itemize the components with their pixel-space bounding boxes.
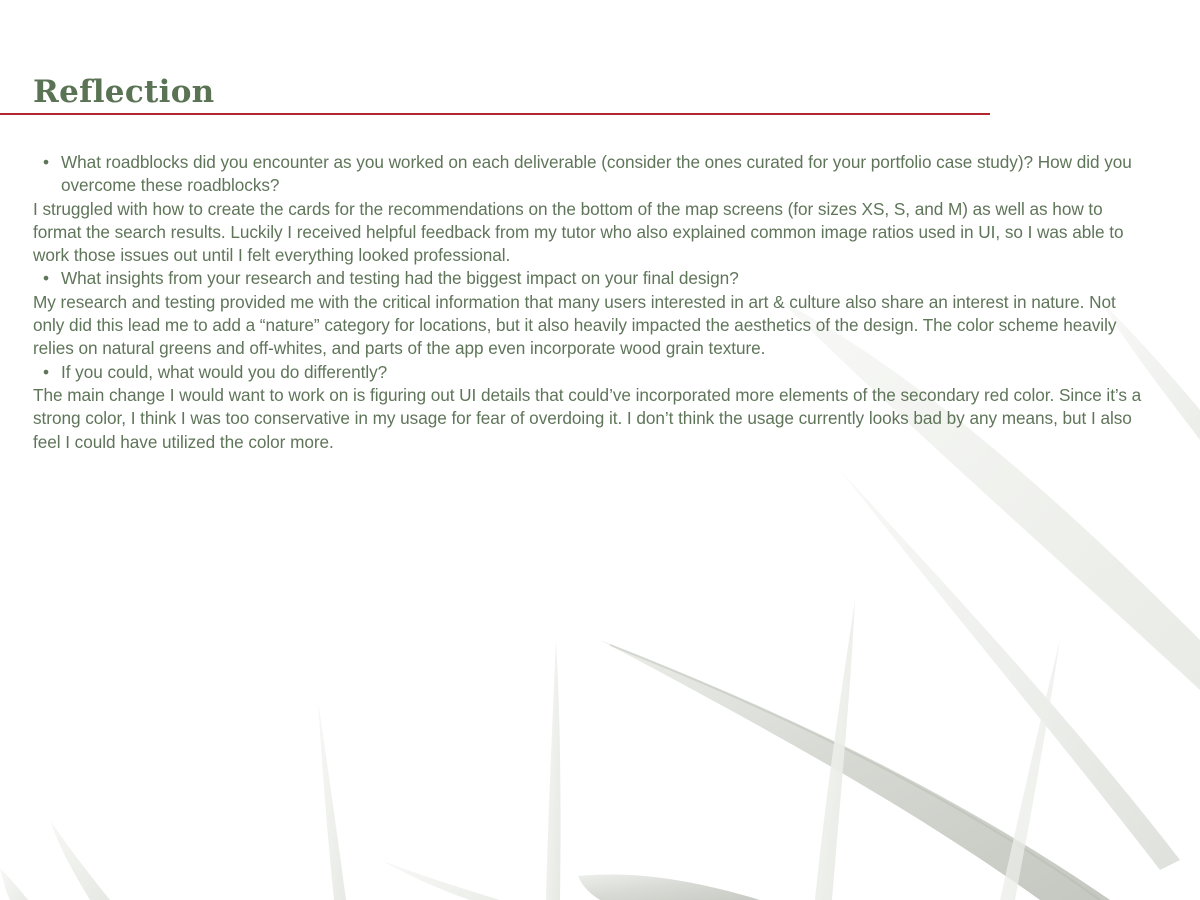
answer-text: My research and testing provided me with the critical information that many users interested in art & culture also share an interest in nature. Not only did this lead me to add a “nature” category for locations, but it also heavily impacted the aesthetics of the design. The color scheme heavily relies on natural greens and off-whites, and parts of the app even incorporate wood grain texture. bbox=[33, 291, 1117, 359]
answer-text: The main change I would want to work on is figuring out UI details that could’ve incorporated more elements of the secondary red color. Since it’s a strong color, I think I was too conservative in my usage for fear of overdoing it. I don’t think the usage currently looks bad by any means, but I also feel I could have utilized the color more. bbox=[33, 384, 1142, 452]
answer-text: I struggled with how to create the cards for the recommendations on the bottom of the map screens (for sizes XS, S, and M) as well as how to format the search results. Luckily I received helpful feedback from my tutor who also explained common image ratios used in UI, so I was able to work those issues out until I felt everything looked professional. bbox=[33, 198, 1124, 266]
reflection-content bbox=[33, 151, 1143, 454]
question-item bbox=[33, 361, 1143, 384]
question-text: If you could, what would you do differently? bbox=[61, 361, 388, 382]
bullet-icon: • bbox=[43, 268, 49, 289]
page-title: Reflection bbox=[33, 74, 215, 110]
question-text: What roadblocks did you encounter as you worked on each deliverable (consider the ones curated for your portfolio case study)? How did you overcome these roadblocks? bbox=[61, 152, 1132, 196]
title-divider bbox=[0, 113, 990, 115]
question-item bbox=[33, 151, 1143, 198]
question-text: What insights from your research and testing had the biggest impact on your final design? bbox=[61, 268, 739, 289]
bullet-icon: • bbox=[43, 361, 49, 382]
question-item bbox=[33, 267, 1143, 290]
bullet-icon: • bbox=[43, 152, 49, 172]
